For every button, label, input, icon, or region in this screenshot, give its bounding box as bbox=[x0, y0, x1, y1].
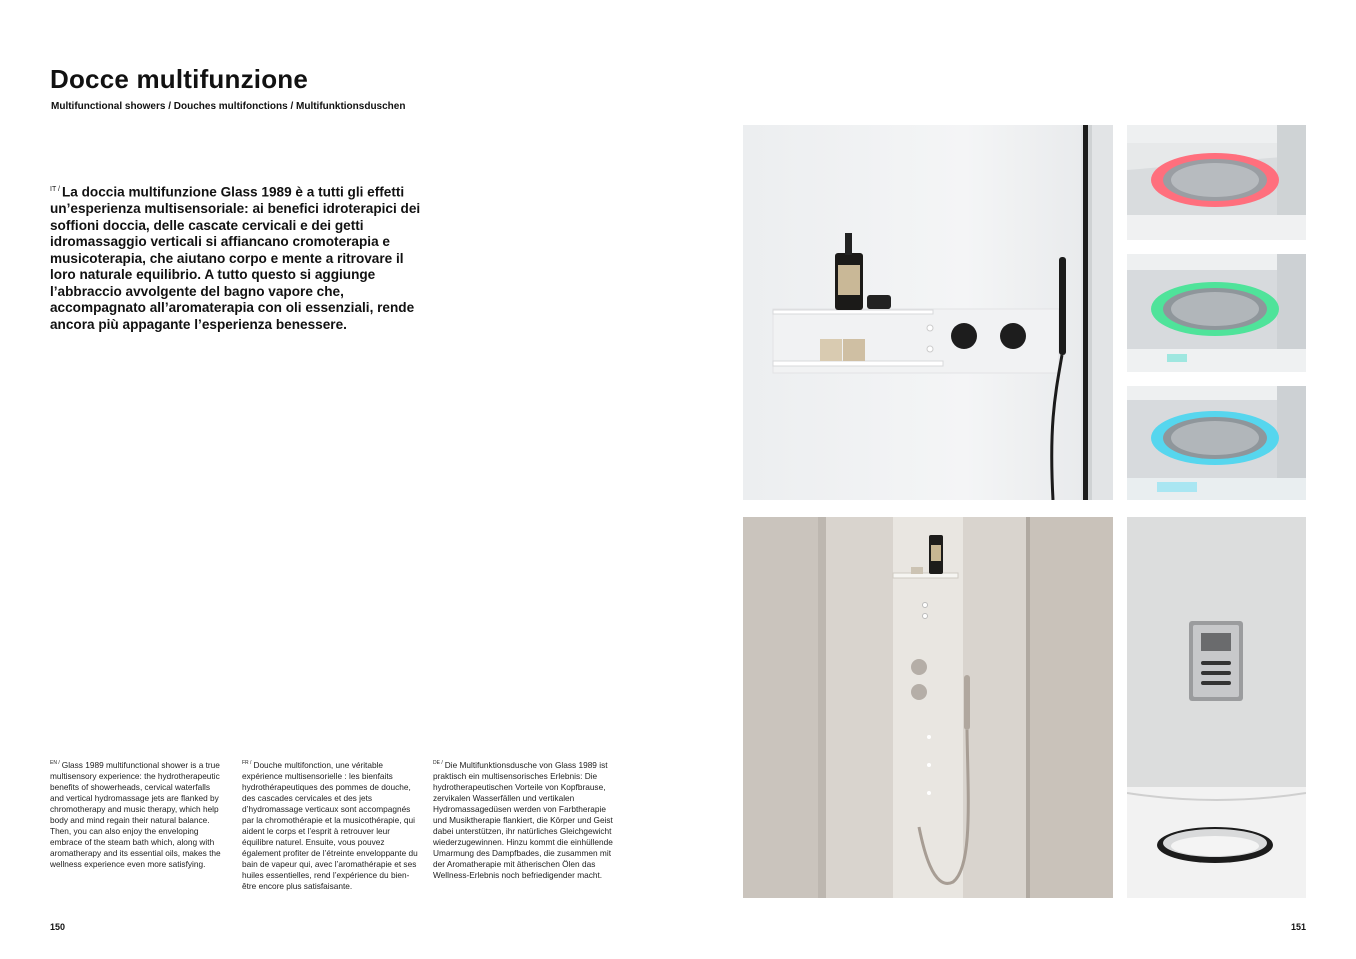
column-text-fr: Douche multifonction, une véritable expérience multisensorielle : les bienfaits hydrothérapeutiques des pommes de douche, des cascades cervicales et des jets d’hydromassage verticaux sont accompagnés par la chromothérapie et la musicothérapie, qui aident le corps et l’esprit à retrouver leur équilibre naturel. Ensuite, vous pouvez également profiter de l’étreinte enveloppante du bain de vapeur qui, avec l’aromathérapie et ses huiles essentielles, rend l’expérience du bien-être encore plus satisfaisante. bbox=[242, 759, 418, 891]
photo-showerhead-red-led bbox=[1127, 125, 1306, 240]
lang-tag-fr: FR / bbox=[242, 760, 252, 766]
page-number-left: 150 bbox=[50, 922, 66, 932]
intro-text: La doccia multifunzione Glass 1989 è a tutti gli effetti un’esperienza multisensoriale: ai benefici idroterapici dei soffioni doccia, delle cascate cervicali e dei getti idromassaggio verticali si affiancano cromoterapia e musicoterapia, che aiutano corpo e mente a ritrovare il loro naturale equilibrio. A tutto questo si aggiunge l’abbraccio avvolgente del bagno vapore che, accompagnato all’aromaterapia con oli essenziali, rende ancora più appagante l’esperienza benessere. bbox=[50, 184, 421, 332]
text-column-en bbox=[50, 758, 225, 870]
photo-showerhead-green-led bbox=[1127, 254, 1306, 372]
text-column-fr bbox=[242, 758, 422, 892]
photo-shower-column bbox=[743, 517, 1113, 898]
text-column-de bbox=[433, 758, 613, 881]
photo-steam-control-panel bbox=[1127, 517, 1306, 898]
lang-tag-it: IT / bbox=[50, 186, 60, 193]
photo-shower-wall-controls bbox=[743, 125, 1113, 500]
photo-showerhead-cyan-led bbox=[1127, 386, 1306, 500]
lang-tag-de: DE / bbox=[433, 760, 443, 766]
page-subtitle: Multifunctional showers / Douches multifonctions / Multifunktionsduschen bbox=[51, 101, 406, 112]
column-text-de: Die Multifunktionsdusche von Glass 1989 ist praktisch ein multisensorisches Erlebnis: Die hydrotherapeutischen Vorteile von Kopfbrause, zervikalen Wasserfällen und vertikalen Hydromassagedüsen werden von Farbtherapie und Musiktherapie flankiert, die Körper und Geist dabei unterstützen, ihr natürliches Gleichgewicht wiederzugewinnen. Hinzu kommt die einhüllende Umarmung des Dampfbades, die zusammen mit der Aromatherapie mit ätherischen Ölen das Wellness-Erlebnis noch befriedigender macht. bbox=[433, 759, 613, 880]
column-text-en: Glass 1989 multifunctional shower is a true multisensory experience: the hydrotherapeutic benefits of showerheads, cervical waterfalls and vertical hydromassage jets are flanked by chromotherapy and music therapy, which help body and mind regain their natural balance. Then, you can also enjoy the enveloping embrace of the steam bath which, along with aromatherapy and its essential oils, makes the wellness experience even more satisfying. bbox=[50, 759, 221, 869]
page-number-right: 151 bbox=[1291, 922, 1307, 932]
page-title: Docce multifunzione bbox=[50, 64, 309, 94]
lang-tag-en: EN / bbox=[50, 760, 60, 766]
intro-paragraph-it bbox=[50, 182, 430, 333]
